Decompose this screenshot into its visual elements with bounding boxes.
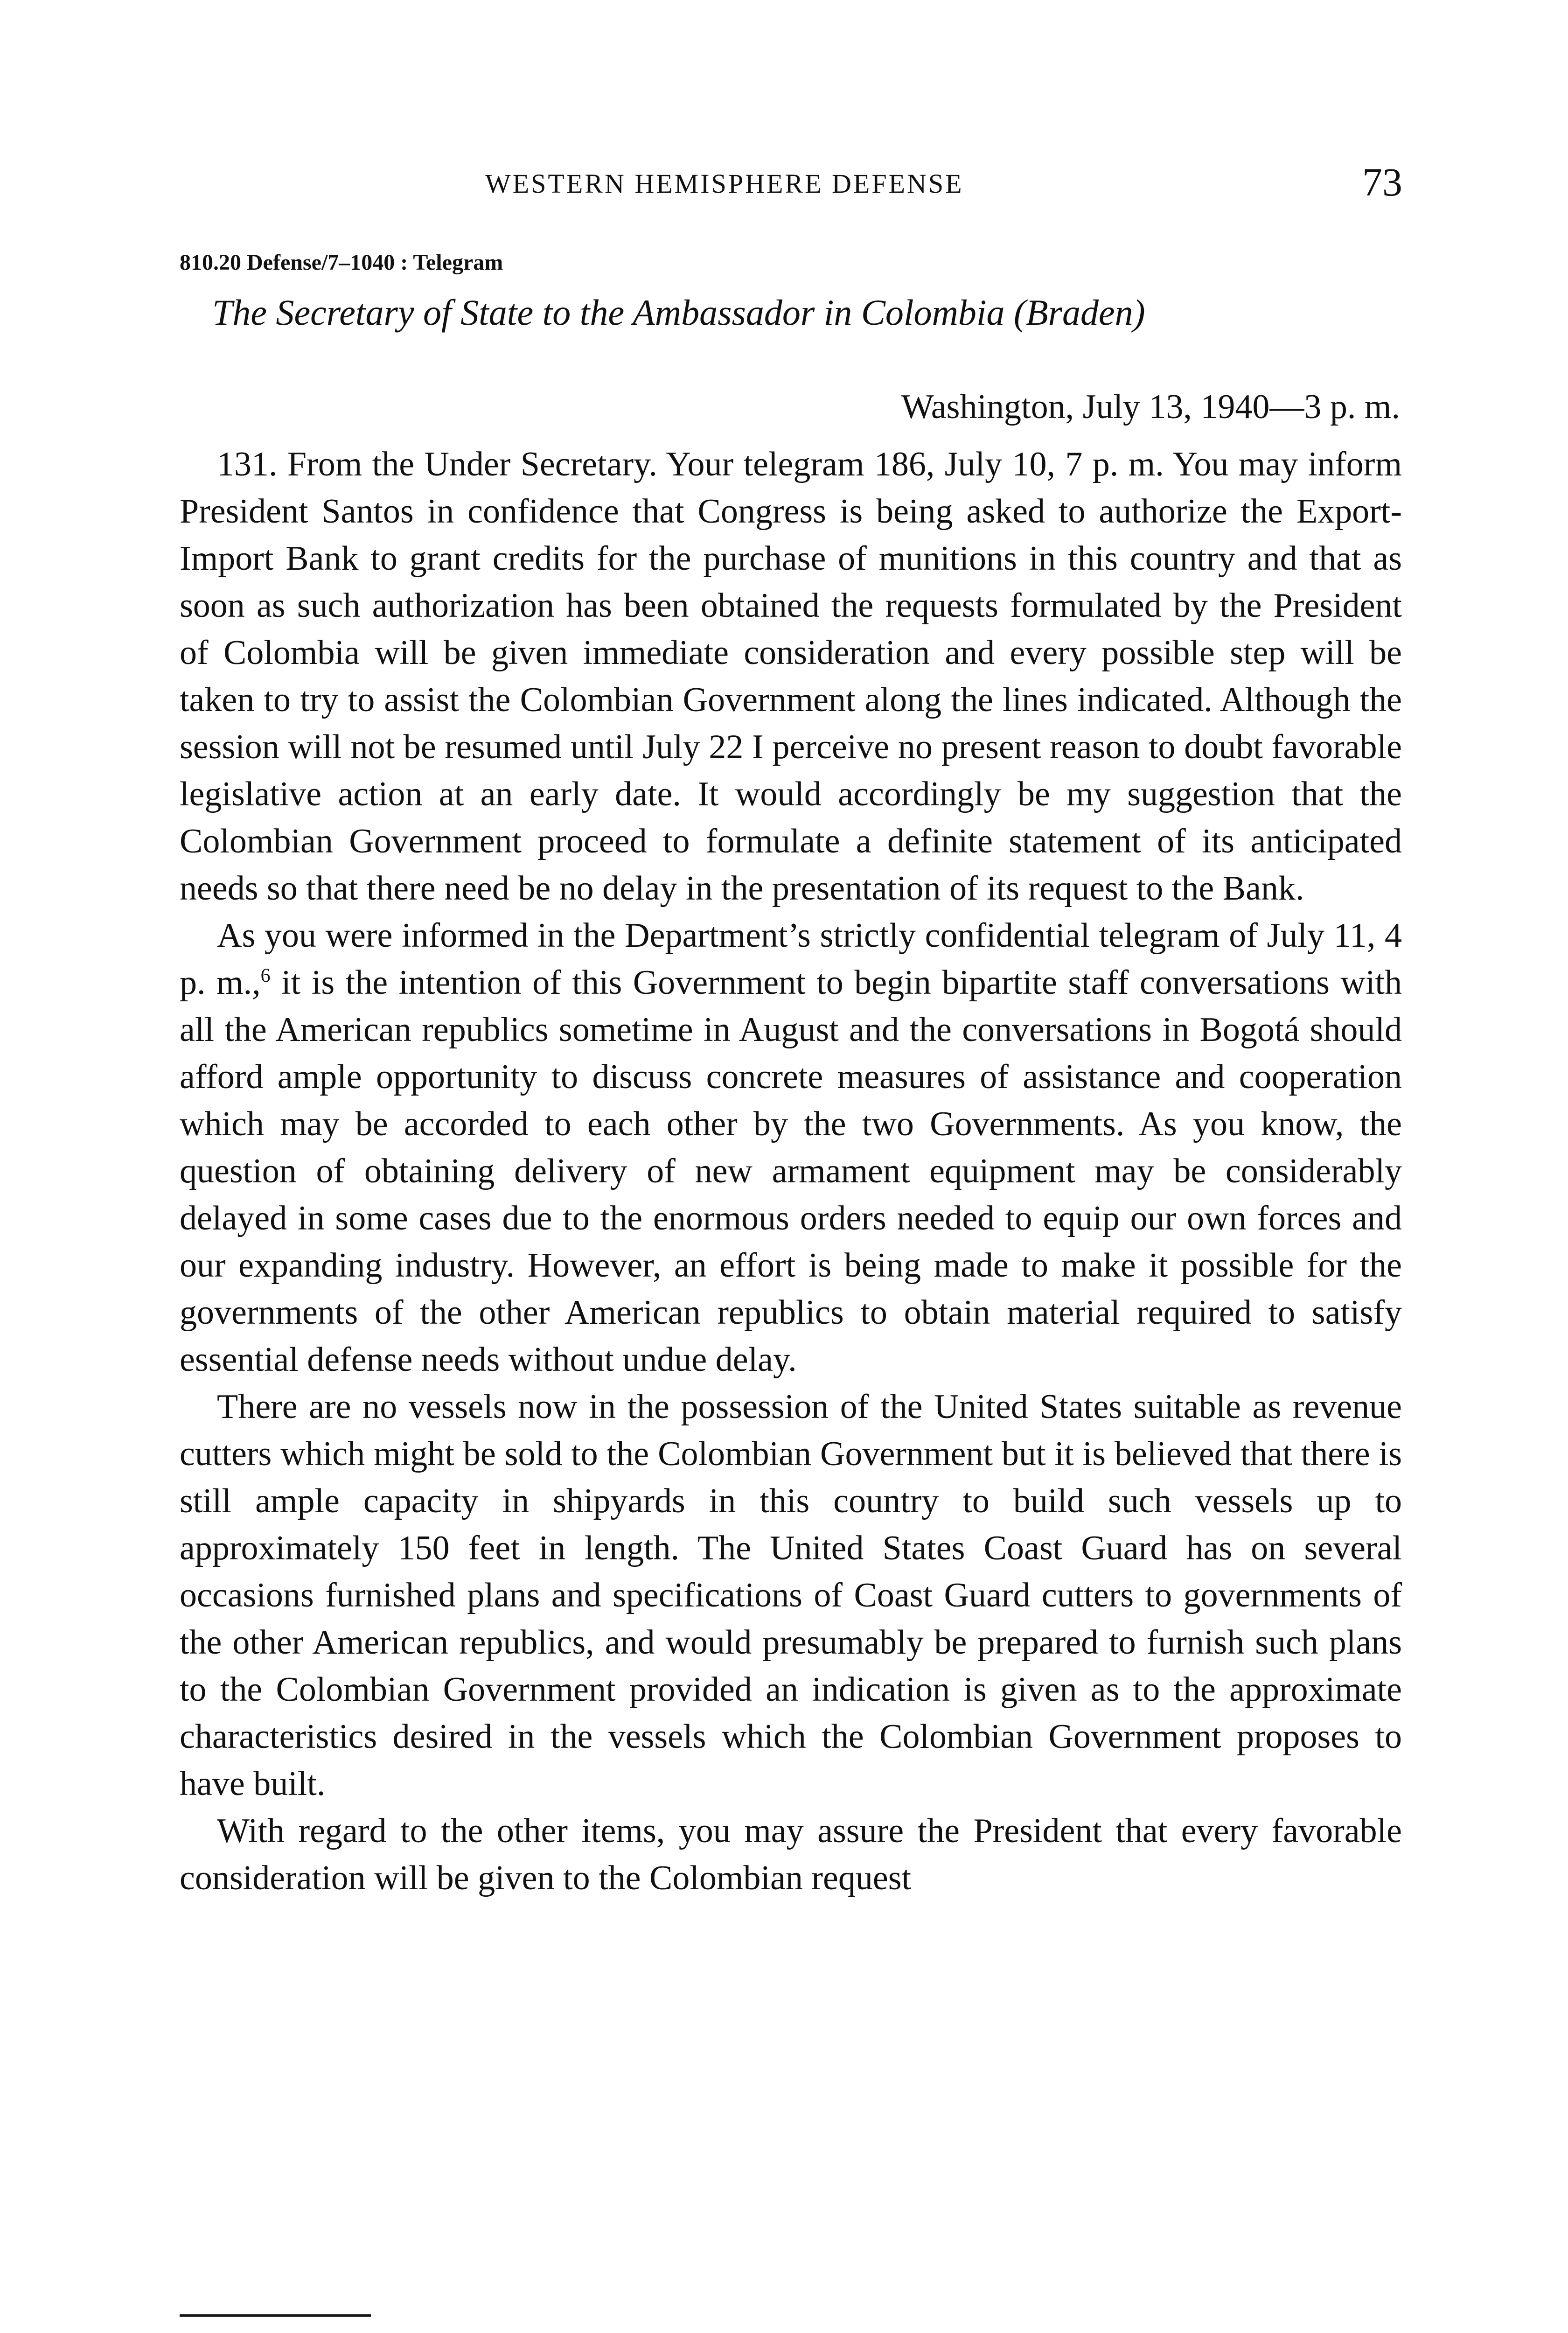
paragraph-text: As you were informed in the Department’s strictly confidential telegram of July 11, 4 p. m.,	[180, 916, 1402, 1002]
page-number: 73	[1362, 160, 1402, 204]
paragraph-1	[180, 441, 1402, 912]
paragraph-text: it is the intention of this Government to begin bipartite staff conversations with all the American republics sometime in August and the conversations in Bogotá should afford ample opportunity to discuss concrete measures of assistance and cooperation which may be accorded to each other by the two Governments. As you know, the question of obtaining delivery of new armament equipment may be considerably delayed in some cases due to the enormous orders needed to equip our own forces and our expanding industry. However, an effort is being made to make it possible for the governments of the other American republics to obtain material required to satisfy essential defense needs without undue delay.	[180, 964, 1402, 1379]
running-head: WESTERN HEMISPHERE DEFENSE	[485, 168, 964, 199]
dateline: Washington, July 13, 1940—3 p. m.	[901, 388, 1400, 426]
paragraph-4	[180, 1808, 1402, 1902]
paragraph-2	[180, 912, 1402, 1383]
paragraph-text: With regard to the other items, you may assure the President that every favorable consideration will be given to the Colombian request	[180, 1812, 1402, 1897]
paragraph-3	[180, 1383, 1402, 1808]
paragraph-text: There are no vessels now in the possession of the United States suitable as revenue cutters which might be sold to the Colombian Government but it is believed that there is still ample capacity in shipyards in this country to build such vessels up to approximately 150 feet in length. The United States Coast Guard has on several occasions furnished plans and specifications of Coast Guard cutters to governments of the other American republics, and would presumably be prepared to furnish such plans to the Colombian Government provided an indication is given as to the approximate characteristics desired in the vessels which the Colombian Government proposes to have built.	[180, 1388, 1402, 1803]
document-title: The Secretary of State to the Ambassador in Colombia (Braden)	[212, 292, 1145, 333]
paragraph-text: 131. From the Under Secretary. Your telegram 186, July 10, 7 p. m. You may inform President Santos in confidence that Congress is being asked to authorize the Export-Import Bank to grant credits for the purchase of munitions in this country and that as soon as such authorization has been obtained the requests formulated by the President of Colombia will be given immediate consideration and every possible step will be taken to try to assist the Colombian Government along the lines indicated. Although the session will not be resumed until July 22 I perceive no present reason to doubt favorable legislative action at an early date. It would accordingly be my suggestion that the Colombian Government proceed to formulate a definite statement of its anticipated needs so that there need be no delay in the presentation of its request to the Bank.	[180, 445, 1402, 908]
footnote-divider	[180, 2314, 371, 2317]
telegram-body	[180, 441, 1402, 1902]
file-number: 810.20 Defense/7–1040 : Telegram	[180, 250, 503, 275]
footnote-reference[interactable]: 6	[260, 965, 271, 987]
